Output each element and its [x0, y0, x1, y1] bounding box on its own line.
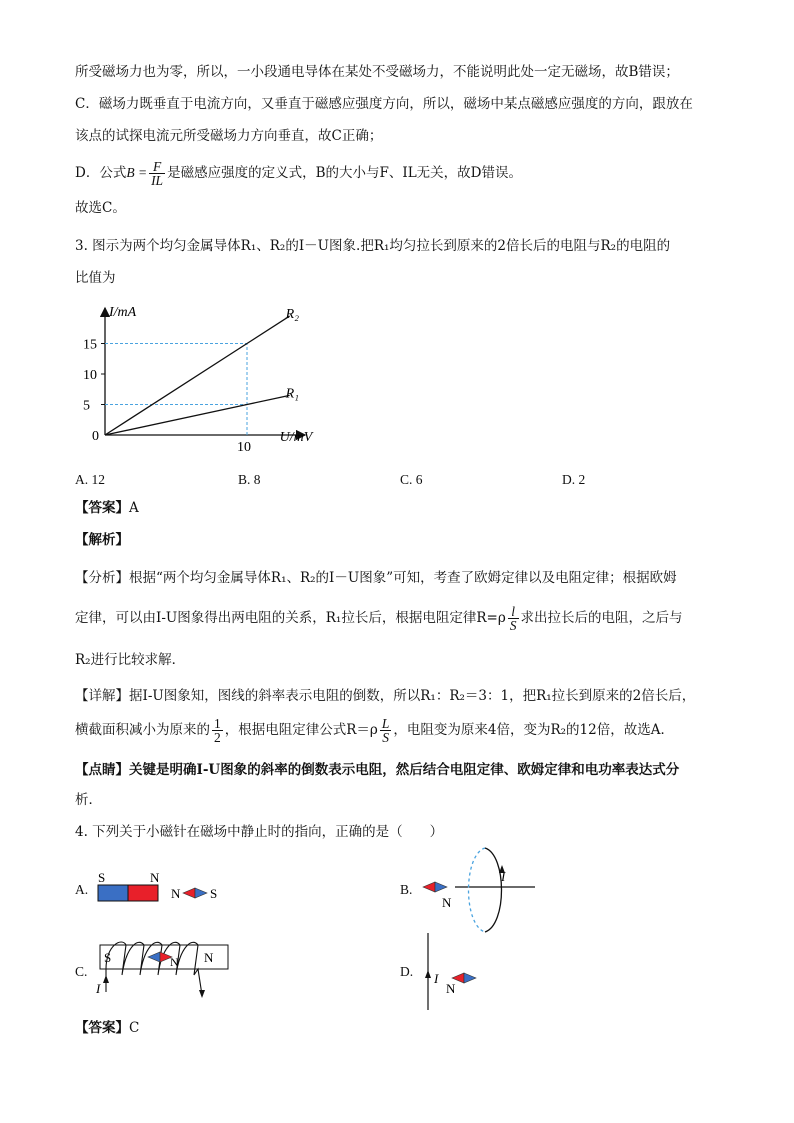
option-d-label: D. [400, 964, 414, 979]
answer-line [75, 1018, 139, 1038]
text-line: C．磁场力既垂直于电流方向，又垂直于磁感应强度方向，所以，磁场中某点磁感应强度的方向，跟放在 [75, 96, 693, 112]
fraction-numerator: L [381, 716, 390, 731]
formula-line [75, 160, 522, 187]
answer-label: 【答案】 [75, 1020, 129, 1036]
figure-b [415, 845, 545, 935]
current-label: I [434, 971, 439, 986]
fraction-numerator: l [508, 605, 519, 619]
needle-n-label: N [171, 886, 181, 901]
question-stem: 4. 下列关于小磁针在磁场中静止时的指向，正确的是（ ） [75, 824, 444, 840]
fraction-denominator: IL [151, 173, 164, 188]
field-loop-front [485, 848, 502, 932]
needle-red [423, 882, 435, 892]
answer-value: A [129, 500, 139, 516]
formula-fraction [508, 605, 519, 632]
question-stem: 3. 图示为两个均匀金属导体R₁、R₂的I－U图象.把R₁均匀拉长到原来的2倍长后的电阻与R₂的电阻的 [75, 238, 671, 254]
needle-n-label: N [442, 895, 452, 910]
arrow-icon [425, 970, 431, 978]
text-line: R₂进行比较求解． [75, 652, 186, 668]
analysis-label: 【解析】 [75, 532, 129, 548]
arrow-icon [199, 990, 205, 998]
origin-label: 0 [92, 429, 99, 444]
text-segment: 【点睛】关键是明确I-U图象的斜率的倒数表示电阻，然后结合电阻定律、欧姆定律和电功率表达式分 [75, 762, 680, 778]
figure-a [95, 870, 235, 910]
formula-line [75, 604, 683, 632]
current-label: I [96, 981, 101, 996]
option-c-label: C. [75, 964, 88, 979]
formula-suffix: 是磁感应强度的定义式，B的大小与F、IL无关，故D错误。 [167, 165, 522, 181]
option-a-label: A. [75, 882, 89, 897]
text-segment: 求出拉长后的电阻，之后与 [520, 610, 683, 626]
option-b-label: B. [400, 882, 413, 897]
option-c: C. 6 [400, 472, 423, 487]
iu-chart [75, 298, 315, 458]
text-line: 所受磁场力也为零，所以，一小段通电导体在某处不受磁场力，不能说明此处一定无磁场，故B错误； [75, 64, 679, 80]
text-line: 故选C。 [75, 200, 126, 216]
magnet-s-label: S [98, 870, 106, 885]
series-label: R₁ [285, 386, 300, 402]
bar-magnet-s [98, 885, 128, 901]
y-tick-label: 15 [83, 337, 97, 353]
series-label: R₂ [285, 307, 300, 323]
answer-value: C [129, 1020, 140, 1036]
text-segment: 横截面积减小为原来的 [75, 722, 210, 738]
text-line: 【分析】根据“两个均匀金属导体R₁、R₂的I－U图象”可知，考查了欧姆定律以及电阻定律；根据欧姆 [75, 570, 677, 586]
fraction-numerator: F [149, 160, 165, 174]
needle-blue [464, 973, 476, 983]
x-tick-label: 10 [237, 440, 251, 455]
y-tick-label: 5 [83, 398, 90, 414]
needle-blue [435, 882, 447, 892]
magnet-n-label: N [150, 870, 160, 885]
needle-n-label: N [446, 981, 456, 996]
needle-n-label: N [170, 955, 179, 969]
fraction-denominator: S [382, 730, 389, 745]
answer-label: 【答案】 [75, 500, 129, 516]
option-b: B. 8 [238, 472, 261, 487]
needle-red [183, 888, 195, 898]
text-segment: ，根据电阻定律公式R＝ρ [224, 722, 378, 738]
text-segment: 定律，可以由I-U图象得出两电阻的关系，R₁拉长后，根据电阻定律R=ρ [75, 610, 506, 626]
text-line [75, 760, 679, 780]
bar-magnet-n [128, 885, 158, 901]
figure-d [420, 928, 500, 1013]
option-d: D. 2 [562, 472, 586, 487]
formula-fraction [212, 717, 223, 744]
answer-line [75, 498, 139, 518]
formula-lhs: B = [126, 165, 148, 180]
needle-s-label: S [210, 886, 218, 901]
series-line [105, 316, 290, 435]
current-label: I [501, 869, 506, 884]
x-axis-label: U/mV [279, 430, 313, 445]
fraction-denominator: 2 [214, 730, 221, 745]
text-line: 该点的试探电流元所受磁场力方向垂直，故C正确； [75, 128, 383, 144]
field-loop-back [469, 848, 486, 932]
core-n-label: N [204, 950, 214, 965]
question-stem: 比值为 [75, 270, 116, 286]
text-line: 【详解】据I-U图象知，图线的斜率表示电阻的倒数，所以R₁：R₂＝3：1，把R₁拉长到原来的2倍长后， [75, 688, 696, 704]
series-lines [105, 316, 290, 435]
formula-fraction [380, 717, 392, 744]
core-s-label: S [104, 950, 112, 965]
series-line [105, 395, 290, 435]
option-a: A. 12 [75, 472, 105, 487]
y-axis-label: I/mA [109, 305, 137, 320]
fraction-numerator: 1 [214, 716, 221, 731]
figure-c [92, 935, 242, 1005]
formula-line [75, 716, 674, 744]
formula-fraction [149, 160, 165, 187]
text-segment: ，电阻变为原来4倍，变为R₂的12倍，故选A． [393, 722, 674, 738]
formula-prefix: D．公式 [75, 165, 127, 181]
fraction-denominator: S [509, 618, 517, 633]
needle-blue [195, 888, 207, 898]
arrow-icon [103, 975, 109, 983]
text-line: 析． [75, 792, 102, 808]
y-tick-label: 10 [83, 368, 97, 383]
